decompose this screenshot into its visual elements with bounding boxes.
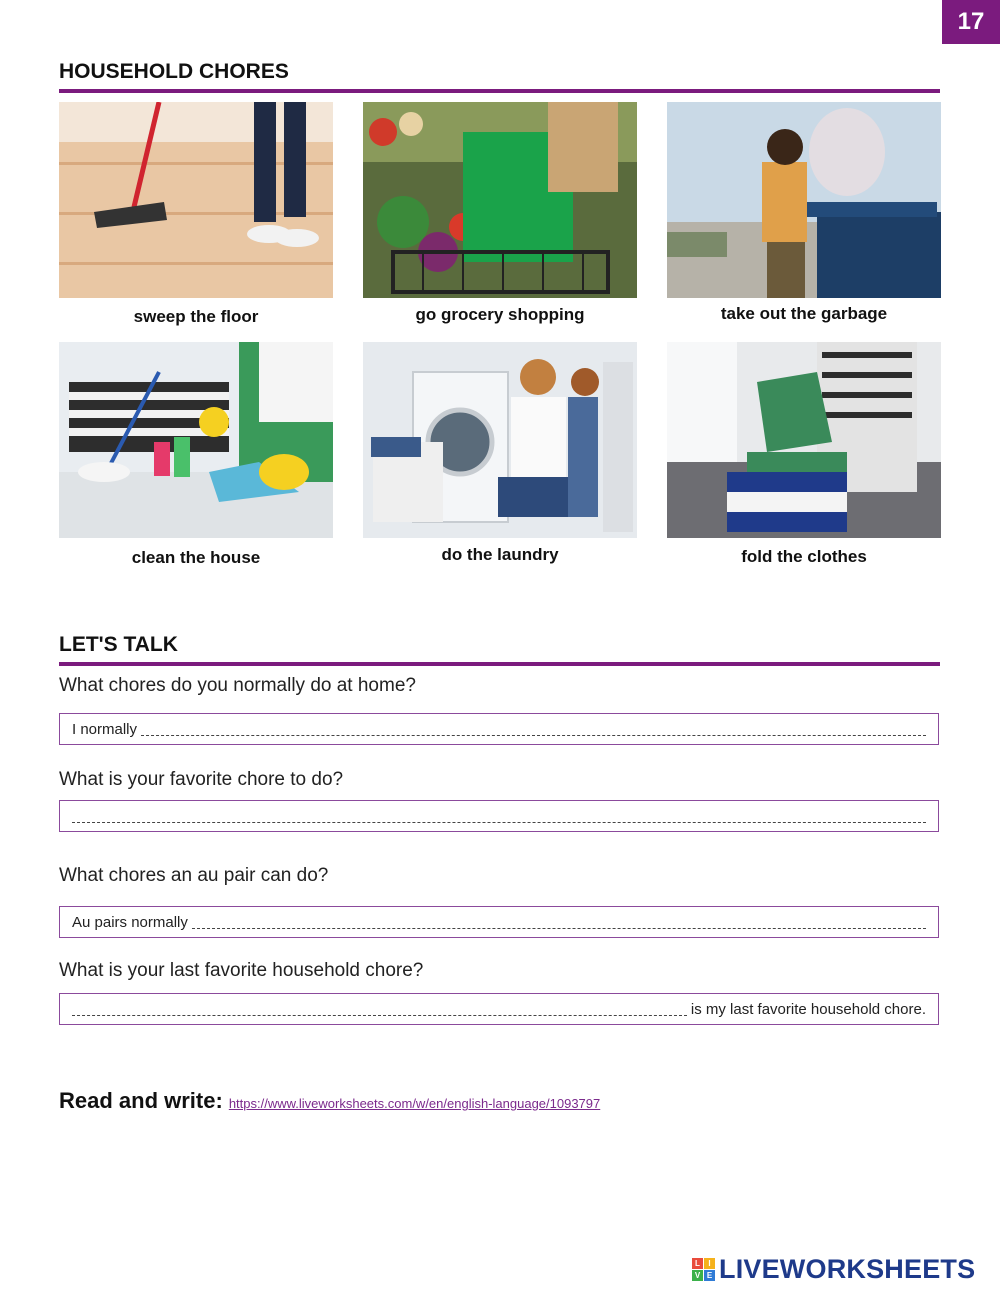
sweep-floor-photo (59, 102, 333, 298)
blank-line (192, 915, 926, 929)
chore-caption: fold the clothes (741, 547, 867, 566)
brand-logo-icon (692, 1258, 715, 1281)
brand-logo-letter: L (692, 1258, 703, 1269)
brand-name: LIVEWORKSHEETS (719, 1254, 976, 1284)
household-chores-title: HOUSEHOLD CHORES (59, 60, 289, 83)
answer-field[interactable] (59, 800, 939, 832)
brand-logo-letter: I (704, 1258, 715, 1269)
clean-house-photo (59, 342, 333, 538)
liveworksheets-brand (692, 1254, 975, 1285)
answer-suffix: is my last favorite household chore. (690, 1000, 926, 1018)
title-underline (59, 662, 940, 666)
chore-caption: clean the house (131, 548, 261, 567)
grocery-shopping-photo (363, 102, 637, 298)
chore-caption: take out the garbage (720, 304, 888, 323)
chore-caption: sweep the floor (133, 307, 259, 326)
question-text: What is your last favorite household chore? (59, 960, 424, 981)
title-underline (59, 89, 940, 93)
question-text: What is your favorite chore to do? (59, 769, 344, 790)
answer-field[interactable] (59, 993, 939, 1025)
blank-line (72, 809, 926, 823)
read-and-write (59, 1088, 600, 1114)
chore-caption: go grocery shopping (415, 305, 585, 324)
fold-clothes-photo (667, 342, 941, 538)
answer-prefix: Au pairs normally (72, 913, 188, 931)
take-out-garbage-photo (667, 102, 941, 298)
answer-field[interactable] (59, 713, 939, 745)
question-text: What chores an au pair can do? (59, 865, 329, 886)
page-number-badge: 17 (942, 0, 1000, 44)
lets-talk-title: LET'S TALK (59, 633, 178, 656)
chore-caption: do the laundry (441, 545, 559, 564)
worksheet-link[interactable]: https://www.liveworksheets.com/w/en/english-language/1093797 (228, 1096, 601, 1111)
answer-prefix: I normally (72, 720, 138, 738)
blank-line (72, 1002, 687, 1016)
read-write-label: Read and write: (59, 1088, 223, 1113)
do-laundry-photo (363, 342, 637, 538)
brand-logo-letter: E (704, 1270, 715, 1281)
question-text: What chores do you normally do at home? (59, 675, 416, 696)
blank-line (141, 722, 926, 736)
answer-field[interactable] (59, 906, 939, 938)
brand-logo-letter: V (692, 1270, 703, 1281)
